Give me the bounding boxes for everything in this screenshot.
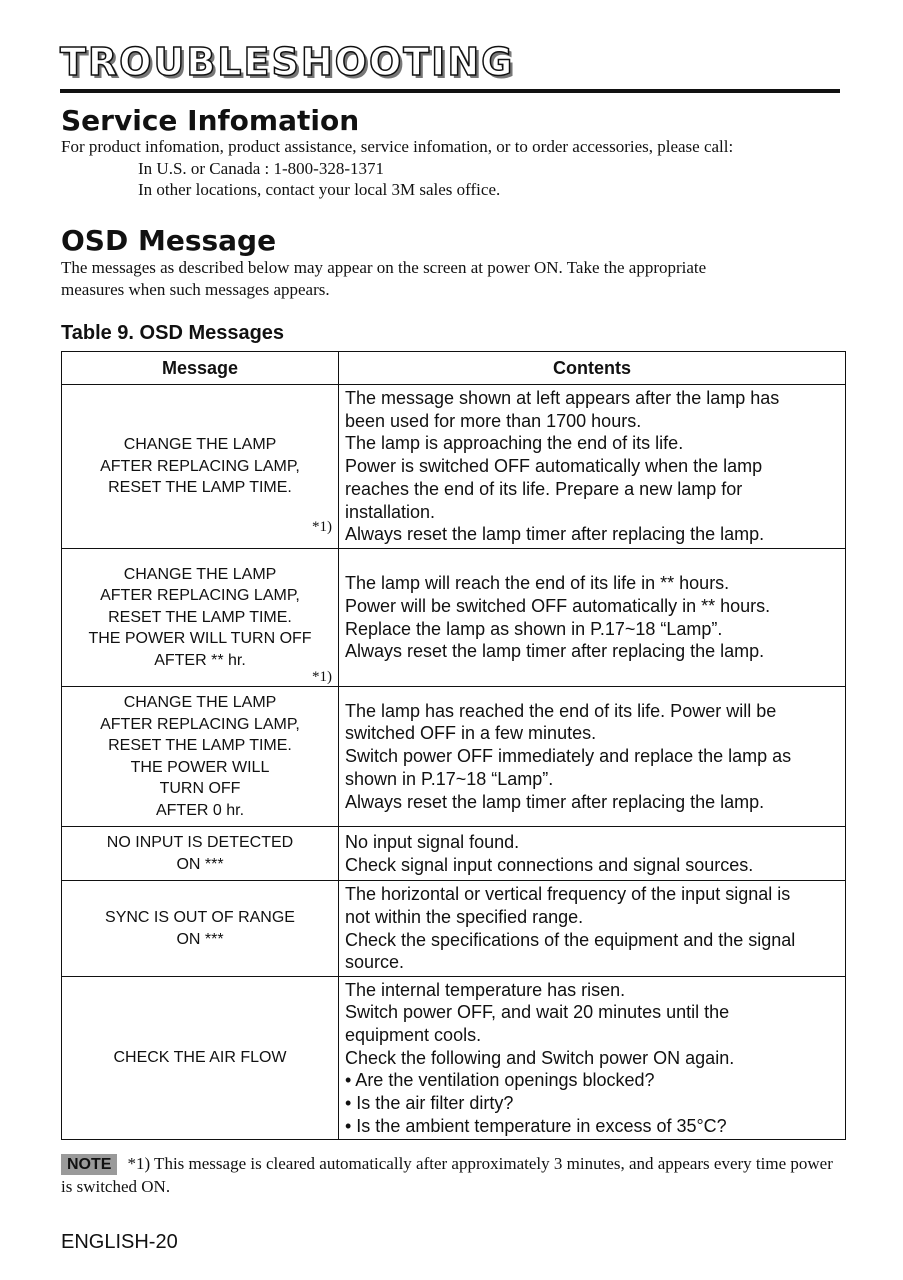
message-cell — [62, 881, 339, 977]
message-line: THE POWER WILL — [130, 758, 270, 776]
service-other-line: In other locations, contact your local 3M sales office. — [138, 180, 501, 199]
table-row — [62, 977, 846, 1140]
message-line: AFTER 0 hr. — [155, 801, 245, 819]
message-lines — [62, 564, 338, 672]
contents-line: No input signal found. — [345, 831, 520, 852]
table-row — [62, 549, 846, 687]
contents-cell — [339, 385, 846, 549]
message-lines — [62, 832, 338, 875]
message-line: TURN OFF — [159, 780, 241, 797]
message-line: ON *** — [176, 930, 224, 948]
contents-line: • Are the ventilation openings blocked? — [345, 1070, 655, 1091]
page-title: TROUBLESHOOTING — [60, 40, 515, 84]
message-line: ON *** — [176, 855, 224, 873]
footnote-reference: *1) — [312, 669, 332, 685]
table-row — [62, 687, 846, 827]
service-us-line: In U.S. or Canada : 1-800-328-1371 — [138, 159, 384, 178]
note-badge: NOTE — [61, 1154, 117, 1175]
message-cell — [62, 977, 339, 1140]
osd-heading: OSD Message — [61, 224, 277, 257]
message-line: RESET THE LAMP TIME. — [108, 608, 292, 626]
message-line: CHECK THE AIR FLOW — [113, 1049, 287, 1067]
message-line: RESET THE LAMP TIME. — [108, 479, 292, 497]
message-cell — [62, 385, 339, 549]
message-line: THE POWER WILL TURN OFF — [88, 630, 312, 648]
table-row — [62, 385, 846, 549]
contents-line: Always reset the lamp timer after replacing the lamp. — [345, 641, 765, 662]
contents-line: reaches the end of its life. Prepare a new lamp for — [345, 478, 743, 499]
message-line: CHANGE THE LAMP — [123, 694, 277, 711]
message-cell — [62, 687, 339, 827]
contents-line: Check the specifications of the equipment and the signal — [345, 929, 796, 950]
contents-line: Check the following and Switch power ON again. — [345, 1047, 735, 1068]
contents-cell — [339, 687, 846, 827]
contents-line: not within the specified range. — [345, 906, 584, 927]
contents-line: Power will be switched OFF automatically in ** hours. — [345, 595, 771, 616]
contents-line: installation. — [345, 501, 436, 522]
title-rule — [60, 89, 840, 93]
contents-line: shown in P.17~18 “Lamp”. — [345, 768, 554, 789]
table-row — [62, 881, 846, 977]
contents-cell — [339, 881, 846, 977]
table-row — [62, 827, 846, 881]
contents-line: Always reset the lamp timer after replacing the lamp. — [345, 791, 765, 812]
contents-line: • Is the ambient temperature in excess of 35°C? — [345, 1115, 727, 1136]
message-lines — [62, 692, 338, 821]
contents-line: Check signal input connections and signal sources. — [345, 854, 754, 875]
message-line: CHANGE THE LAMP — [123, 565, 277, 583]
message-lines — [62, 1047, 338, 1069]
contents-cell — [339, 549, 846, 687]
contents-cell — [339, 977, 846, 1140]
osd-messages-table — [61, 351, 846, 1140]
contents-line: The lamp has reached the end of its life. Power will be — [345, 700, 777, 721]
osd-intro-line: The messages as described below may appear on the screen at power ON. Take the appropriate — [61, 258, 707, 277]
message-line: NO INPUT IS DETECTED — [106, 834, 294, 851]
contents-line: The lamp is approaching the end of its life. — [345, 433, 684, 454]
page-number: ENGLISH-20 — [61, 1231, 178, 1253]
message-cell — [62, 549, 339, 687]
message-lines — [62, 434, 338, 499]
footnote-reference: *1) — [312, 519, 332, 535]
contents-line: source. — [345, 952, 405, 973]
contents-line: been used for more than 1700 hours. — [345, 410, 642, 431]
message-line: AFTER ** hr. — [154, 651, 246, 669]
message-line: CHANGE THE LAMP — [123, 436, 277, 454]
message-line: AFTER REPLACING LAMP, — [100, 457, 300, 475]
message-line: AFTER REPLACING LAMP, — [100, 587, 300, 605]
note-text: *1) This message is cleared automatically after approximately 3 minutes, and appears every time power is switched ON. — [61, 1154, 833, 1196]
footnote — [61, 1152, 841, 1198]
contents-line: Power is switched OFF automatically when the lamp — [345, 456, 763, 477]
service-intro: For product infomation, product assistance, service infomation, or to order accessories, please call: — [61, 137, 734, 156]
message-cell — [62, 827, 339, 881]
contents-line: The lamp will reach the end of its life in ** hours. — [345, 573, 730, 594]
contents-line: The internal temperature has risen. — [345, 979, 626, 1000]
column-header-message: Message — [62, 352, 339, 385]
contents-line: Always reset the lamp timer after replacing the lamp. — [345, 524, 765, 545]
message-line: AFTER REPLACING LAMP, — [100, 715, 300, 733]
table-caption: Table 9. OSD Messages — [61, 322, 285, 344]
contents-line: The horizontal or vertical frequency of the input signal is — [345, 884, 791, 905]
contents-cell — [339, 827, 846, 881]
contents-line: Replace the lamp as shown in P.17~18 “Lamp”. — [345, 618, 723, 639]
service-heading: Service Infomation — [61, 104, 360, 137]
message-line: RESET THE LAMP TIME. — [108, 737, 292, 754]
contents-line: Switch power OFF, and wait 20 minutes until the — [345, 1002, 730, 1023]
contents-line: Switch power OFF immediately and replace the lamp as — [345, 746, 792, 767]
contents-line: equipment cools. — [345, 1024, 482, 1045]
contents-line: • Is the air filter dirty? — [345, 1093, 514, 1114]
contents-line: The message shown at left appears after the lamp has — [345, 388, 780, 409]
contents-line: switched OFF in a few minutes. — [345, 723, 597, 744]
message-lines — [62, 907, 338, 950]
column-header-contents: Contents — [339, 352, 846, 385]
table-header-row — [62, 352, 846, 385]
osd-intro-line: measures when such messages appears. — [61, 280, 330, 299]
message-line: SYNC IS OUT OF RANGE — [105, 909, 295, 926]
